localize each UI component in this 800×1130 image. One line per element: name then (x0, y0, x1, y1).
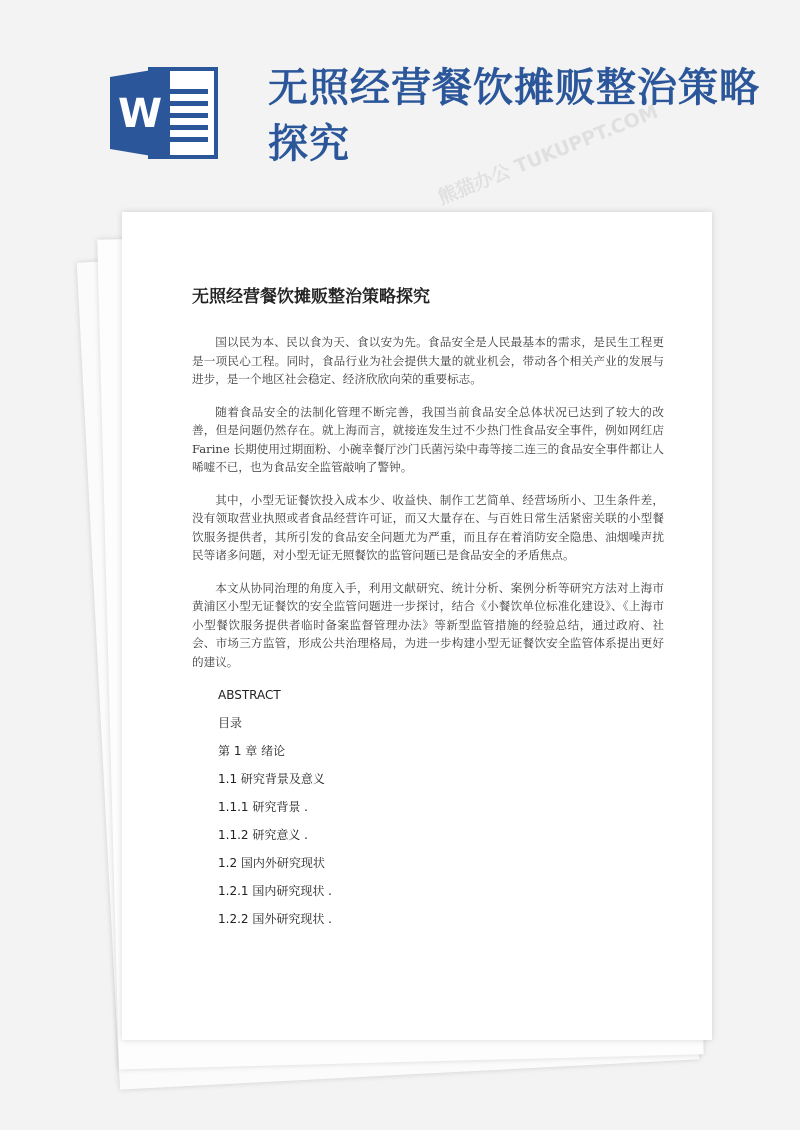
svg-text:W: W (117, 91, 163, 137)
toc-item: ABSTRACT (218, 688, 281, 702)
toc-item: 1.2.1 国内研究现状 . (218, 884, 332, 898)
watermark: 熊猫办公 TUKUPPT.COM (434, 100, 662, 210)
toc-item: 1.1.2 研究意义 . (218, 828, 308, 842)
paragraph: 国以民为本、民以食为天、食以安为先。食品安全是人民最基本的需求，是民生工程更是一项民心工程。同时，食品行业为社会提供大量的就业机会，带动各个相关产业的发展与进步，是一个地区社会稳定、经济欣欣向荣的重要标志。 (192, 335, 664, 386)
document-title: 无照经营餐饮摊贩整治策略探究 (268, 64, 760, 167)
paragraph: 随着食品安全的法制化管理不断完善，我国当前食品安全总体状况已达到了较大的改善，但是问题仍然存在。就上海而言，就接连发生过不少热门性食品安全事件，例如网红店 Farine 长期使用过期面粉、小碗幸餐厅沙门氏菌污染中毒等接二连三的食品安全事件都让人唏嘘不已，也为食品安全监管敲响了警钟。 (192, 404, 664, 474)
toc-item: 1.2 国内外研究现状 (218, 856, 325, 870)
table-of-contents (192, 685, 664, 937)
toc-item: 1.2.2 国外研究现状 . (218, 912, 332, 926)
paragraph: 其中，小型无证餐饮投入成本少、收益快、制作工艺简单、经营场所小、卫生条件差，没有领取营业执照或者食品经营许可证，而又大量存在、与百姓日常生活紧密关联的小型餐饮服务提供者，其所引发的食品安全问题尤为严重，而且存在着消防安全隐患、油烟噪声扰民等诸多问题，对小型无证无照餐饮的监管问题已是食品安全的矛盾焦点。 (192, 492, 664, 562)
toc-item: 第 1 章 绪论 (218, 744, 286, 758)
page-heading: 无照经营餐饮摊贩整治策略探究 (192, 287, 430, 307)
paragraph: 本文从协同治理的角度入手，利用文献研究、统计分析、案例分析等研究方法对上海市黄浦区小型无证餐饮的安全监管问题进一步探讨，结合《小餐饮单位标准化建设》、《上海市小型餐饮服务提供者临时备案监督管理办法》等新型监管措施的经验总结，通过政府、社会、市场三方监管，形成公共治理格局，为进一步构建小型无证餐饮安全监管体系提出更好的建议。 (192, 580, 664, 669)
word-document-icon (110, 63, 222, 163)
document-page (122, 212, 712, 1040)
page-content (192, 282, 664, 937)
toc-item: 1.1.1 研究背景 . (218, 800, 308, 814)
toc-item: 1.1 研究背景及意义 (218, 772, 325, 786)
toc-item: 目录 (218, 716, 243, 730)
